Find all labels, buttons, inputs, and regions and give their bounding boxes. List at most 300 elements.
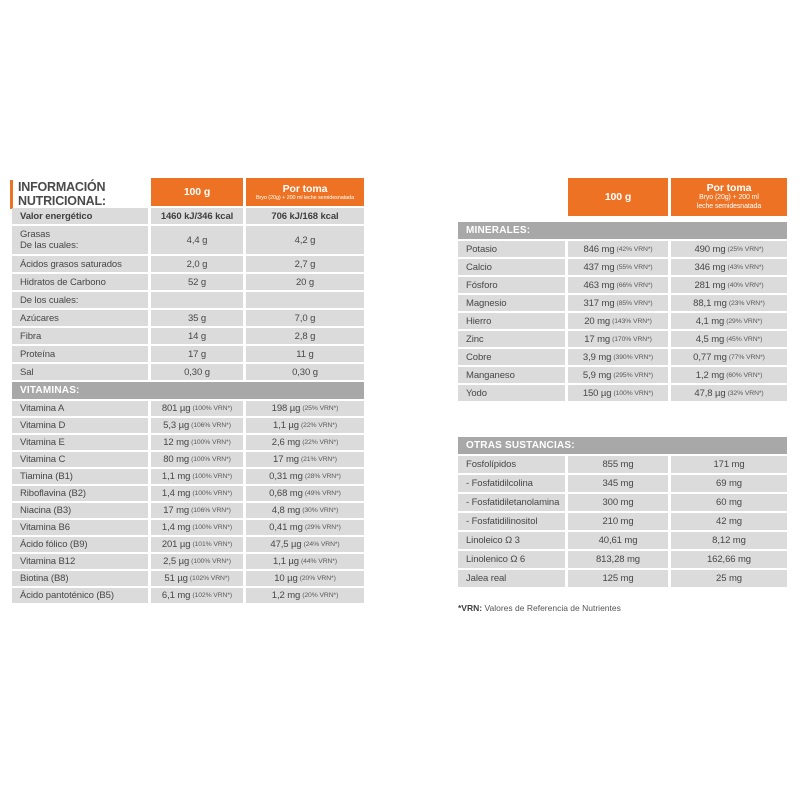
value-cell-100g — [568, 494, 668, 511]
right-header-row — [458, 178, 787, 216]
vrn-percentage: (100% VRN*) — [191, 558, 231, 565]
value-cell-100g — [568, 349, 668, 365]
value-100g: 3,9 mg — [582, 351, 612, 363]
vrn-percentage: (100% VRN*) — [192, 524, 233, 531]
row-label: Niacina (B3) — [20, 505, 72, 516]
table-row — [12, 571, 364, 586]
value-cell-100g — [151, 418, 243, 433]
row-label: Tiamina (B1) — [20, 471, 73, 482]
row-label-cell — [12, 256, 148, 272]
value-por-toma: 171 mg — [713, 459, 745, 470]
por-toma-subtitle-line2: leche semidesnatada — [696, 203, 762, 211]
value-100g: 5,9 mg — [582, 369, 612, 381]
row-label: Valor energético — [20, 210, 93, 222]
value-100g: 14 g — [187, 330, 207, 342]
value-por-toma: 10 µg — [274, 573, 298, 584]
column-header-100g-label: 100 g — [183, 185, 211, 198]
value-cell-por-toma — [246, 554, 364, 569]
row-label-cell — [12, 537, 148, 552]
value-por-toma: 0,41 mg — [269, 522, 303, 533]
value-por-toma: 0,77 mg — [693, 351, 727, 363]
row-label: Biotina (B8) — [20, 573, 69, 584]
value-cell-100g — [568, 331, 668, 347]
value-100g: 12 mg — [163, 437, 190, 448]
value-cell-100g — [568, 551, 668, 568]
vrn-percentage: (20% VRN*) — [302, 592, 339, 599]
row-label-cell — [12, 554, 148, 569]
value-por-toma: 0,68 mg — [269, 488, 303, 499]
table-row — [12, 469, 364, 484]
vrn-percentage: (100% VRN*) — [192, 405, 233, 412]
row-label-cell — [12, 364, 148, 380]
vrn-percentage: (29% VRN*) — [304, 524, 341, 531]
row-label: Vitamina B12 — [20, 556, 76, 567]
table-row — [458, 532, 787, 549]
row-label: Zinc — [466, 333, 484, 345]
value-100g: 35 g — [187, 312, 207, 324]
left-header-row — [12, 178, 364, 209]
value-100g: 437 mg — [583, 261, 615, 273]
por-toma-subtitle-line1: Bryo (20g) + 200 ml — [699, 194, 759, 202]
row-label-cell — [458, 494, 565, 511]
table-row — [12, 588, 364, 603]
value-100g: 1,4 mg — [161, 488, 191, 499]
value-cell-100g — [568, 475, 668, 492]
value-100g: 317 mg — [583, 297, 615, 309]
table-row — [458, 295, 787, 311]
vrn-percentage: (100% VRN*) — [191, 439, 231, 446]
value-cell-100g — [568, 241, 668, 257]
value-cell-100g — [151, 208, 243, 224]
vrn-percentage: (77% VRN*) — [728, 353, 765, 361]
por-toma-subtitle: Bryo (20g) + 200 ml leche semidesnatada — [255, 194, 355, 201]
mineral-rows — [458, 241, 787, 401]
value-cell-por-toma — [671, 494, 787, 511]
value-100g: 345 mg — [602, 478, 634, 489]
row-label-cell — [12, 292, 148, 308]
value-cell-por-toma — [246, 256, 364, 272]
value-por-toma: 17 mg — [273, 454, 299, 465]
table-row — [12, 292, 364, 308]
value-cell-100g — [151, 486, 243, 501]
row-label: Hidratos de Carbono — [20, 276, 106, 288]
value-100g: 855 mg — [602, 459, 634, 470]
value-100g: 210 mg — [602, 516, 634, 527]
value-por-toma: 281 mg — [694, 279, 726, 291]
value-por-toma: 1,2 mg — [271, 590, 301, 601]
value-cell-por-toma — [246, 537, 364, 552]
table-row — [458, 313, 787, 329]
value-cell-por-toma — [246, 571, 364, 586]
vitamin-rows — [12, 401, 364, 603]
table-row — [458, 456, 787, 473]
value-cell-por-toma — [671, 295, 787, 311]
value-cell-100g — [568, 367, 668, 383]
vrn-percentage: (29% VRN*) — [726, 317, 763, 325]
value-por-toma: 47,5 µg — [270, 539, 302, 550]
value-cell-100g — [151, 256, 243, 272]
table-row — [458, 475, 787, 492]
value-100g: 6,1 mg — [161, 590, 191, 601]
row-label-cell — [458, 241, 565, 257]
value-por-toma: 4,8 mg — [271, 505, 301, 516]
value-por-toma: 42 mg — [716, 516, 742, 527]
value-cell-100g — [151, 310, 243, 326]
value-por-toma: 11 g — [296, 348, 314, 360]
row-label-cell — [458, 367, 565, 383]
value-100g: 1460 kJ/346 kcal — [160, 210, 234, 222]
value-por-toma: 4,1 mg — [695, 315, 725, 327]
row-label-cell — [458, 551, 565, 568]
table-row — [12, 503, 364, 518]
vrn-percentage: (106% VRN*) — [191, 422, 231, 429]
table-row — [458, 513, 787, 530]
table-row — [12, 346, 364, 362]
row-label: Manganeso — [466, 369, 515, 381]
row-label-cell — [458, 532, 565, 549]
table-row — [458, 241, 787, 257]
nutrition-table-right — [458, 178, 787, 613]
table-row — [12, 486, 364, 501]
row-label: Calcio — [466, 261, 492, 273]
row-label-cell — [12, 486, 148, 501]
value-por-toma: 1,2 mg — [695, 369, 725, 381]
row-label: Linoleico Ω 3 — [466, 535, 520, 546]
value-por-toma: 706 kJ/168 kcal — [271, 210, 339, 222]
page-title-line2: NUTRICIONAL: — [18, 194, 106, 209]
value-cell-100g — [151, 520, 243, 535]
value-por-toma: 0,30 g — [292, 366, 318, 378]
row-label: Sal — [20, 366, 34, 378]
column-header-100g — [568, 178, 668, 216]
value-cell-100g — [151, 588, 243, 603]
column-header-100g — [151, 178, 243, 206]
value-cell-por-toma — [671, 475, 787, 492]
vrn-percentage: (170% VRN*) — [612, 335, 652, 343]
value-100g: 51 µg — [164, 573, 188, 584]
value-cell-por-toma — [246, 588, 364, 603]
row-label: Yodo — [466, 387, 487, 399]
value-cell-por-toma — [246, 346, 364, 362]
macronutrient-rows — [12, 226, 364, 380]
table-row — [458, 570, 787, 587]
value-cell-por-toma — [671, 456, 787, 473]
vrn-footnote — [458, 603, 787, 613]
row-label: Grasas — [20, 229, 51, 240]
minerals-section-header: MINERALES: — [458, 222, 787, 239]
row-label: Vitamina E — [20, 437, 65, 448]
value-cell-100g — [568, 570, 668, 587]
table-row — [12, 554, 364, 569]
row-label: Ácido pantoténico (B5) — [20, 590, 114, 601]
column-header-por-toma — [246, 178, 364, 206]
row-label: - Fosfatidilcolina — [466, 478, 533, 489]
row-label: Hierro — [466, 315, 492, 327]
value-cell-por-toma — [246, 418, 364, 433]
row-label: Linolenico Ω 6 — [466, 554, 526, 565]
vrn-percentage: (25% VRN*) — [302, 405, 339, 412]
value-cell-100g — [568, 456, 668, 473]
row-label-cell — [458, 475, 565, 492]
value-por-toma: 88,1 mg — [693, 297, 727, 309]
value-100g: 813,28 mg — [596, 554, 640, 565]
vrn-percentage: (49% VRN*) — [304, 490, 341, 497]
value-cell-100g — [151, 571, 243, 586]
row-label: Ácido fólico (B9) — [20, 539, 88, 550]
vrn-percentage: (60% VRN*) — [726, 371, 763, 379]
row-label-cell — [12, 503, 148, 518]
vrn-percentage: (102% VRN*) — [189, 575, 230, 582]
row-label: Vitamina A — [20, 403, 65, 414]
vrn-percentage: (100% VRN*) — [192, 473, 233, 480]
value-por-toma: 4,2 g — [294, 234, 316, 246]
table-row — [12, 328, 364, 344]
value-por-toma: 69 mg — [716, 478, 742, 489]
value-100g: 17 mg — [163, 505, 190, 516]
vrn-percentage: (101% VRN*) — [192, 541, 233, 548]
table-row — [458, 349, 787, 365]
value-cell-por-toma — [246, 520, 364, 535]
value-100g: 17 g — [187, 348, 207, 360]
vrn-percentage: (85% VRN*) — [616, 299, 653, 307]
vrn-footnote-text: Valores de Referencia de Nutrientes — [484, 603, 621, 613]
row-label-cell — [12, 310, 148, 326]
value-100g: 300 mg — [602, 497, 634, 508]
table-row — [458, 331, 787, 347]
table-row — [12, 364, 364, 380]
table-row — [458, 367, 787, 383]
value-cell-100g — [151, 346, 243, 362]
value-cell-100g — [151, 452, 243, 467]
value-100g: 0,30 g — [184, 366, 210, 378]
value-cell-100g — [151, 537, 243, 552]
value-por-toma: 162,66 mg — [707, 554, 751, 565]
vrn-percentage: (43% VRN*) — [727, 263, 764, 271]
value-por-toma: 7,0 g — [294, 312, 316, 324]
value-cell-por-toma — [246, 401, 364, 416]
value-cell-por-toma — [246, 364, 364, 380]
value-cell-por-toma — [246, 486, 364, 501]
vrn-percentage: (45% VRN*) — [726, 335, 763, 343]
por-toma-title: Por toma — [282, 182, 328, 195]
row-label-cell — [458, 513, 565, 530]
value-cell-100g — [568, 385, 668, 401]
vrn-percentage: (295% VRN*) — [613, 371, 654, 379]
row-label-cell — [12, 328, 148, 344]
value-cell-por-toma — [671, 313, 787, 329]
value-cell-100g — [151, 469, 243, 484]
vrn-percentage: (25% VRN*) — [727, 245, 764, 253]
value-cell-por-toma — [671, 241, 787, 257]
value-100g: 150 µg — [582, 387, 612, 399]
value-100g: 1,1 mg — [161, 471, 191, 482]
row-label: Magnesio — [466, 297, 507, 309]
table-row — [12, 435, 364, 450]
table-row — [12, 401, 364, 416]
row-label-cell — [458, 570, 565, 587]
value-cell-100g — [568, 513, 668, 530]
value-100g: 20 mg — [584, 315, 611, 327]
value-cell-por-toma — [246, 452, 364, 467]
value-cell-100g — [151, 274, 243, 290]
page-title-line1: INFORMACIÓN — [18, 180, 106, 194]
column-header-100g-label: 100 g — [604, 190, 632, 203]
row-sublabel: De las cuales: — [20, 240, 79, 251]
value-cell-por-toma — [671, 367, 787, 383]
row-label: Vitamina C — [20, 454, 66, 465]
table-row — [12, 418, 364, 433]
row-label: Riboflavina (B2) — [20, 488, 86, 499]
value-cell-por-toma — [246, 328, 364, 344]
value-cell-100g — [151, 364, 243, 380]
value-cell-100g — [151, 292, 243, 308]
row-label-cell — [458, 277, 565, 293]
value-cell-100g — [568, 532, 668, 549]
table-row — [12, 310, 364, 326]
value-cell-por-toma — [246, 208, 364, 224]
value-100g: 125 mg — [602, 573, 634, 584]
value-100g: 1,4 mg — [161, 522, 191, 533]
row-label-cell — [12, 401, 148, 416]
vrn-percentage: (40% VRN*) — [727, 281, 764, 289]
vrn-percentage: (100% VRN*) — [191, 456, 231, 463]
vrn-footnote-abbr: *VRN: — [458, 603, 483, 613]
row-label-cell — [458, 456, 565, 473]
row-label-cell — [458, 313, 565, 329]
vrn-percentage: (24% VRN*) — [303, 541, 340, 548]
row-label-cell — [458, 295, 565, 311]
row-label: Proteína — [20, 348, 56, 360]
row-label: De los cuales: — [20, 294, 79, 306]
table-row — [458, 551, 787, 568]
vrn-percentage: (100% VRN*) — [192, 490, 233, 497]
value-100g: 846 mg — [583, 243, 615, 255]
value-cell-por-toma — [671, 570, 787, 587]
value-por-toma: 1,1 µg — [272, 420, 299, 431]
vrn-percentage: (30% VRN*) — [302, 507, 339, 514]
value-cell-100g — [151, 226, 243, 254]
value-por-toma: 4,5 mg — [695, 333, 725, 345]
other-substances-section-header: OTRAS SUSTANCIAS: — [458, 437, 787, 454]
value-100g: 2,0 g — [186, 258, 208, 270]
vrn-percentage: (390% VRN*) — [613, 353, 654, 361]
row-label-cell — [12, 520, 148, 535]
vrn-percentage: (20% VRN*) — [299, 575, 336, 582]
value-cell-por-toma — [671, 385, 787, 401]
row-label-cell — [12, 469, 148, 484]
row-label-cell — [12, 274, 148, 290]
value-cell-por-toma — [246, 435, 364, 450]
energy-row — [12, 208, 364, 224]
value-cell-por-toma — [671, 331, 787, 347]
value-cell-por-toma — [246, 503, 364, 518]
value-cell-por-toma — [671, 551, 787, 568]
value-100g: 201 µg — [161, 539, 191, 550]
vrn-percentage: (66% VRN*) — [616, 281, 653, 289]
row-label: Potasio — [466, 243, 497, 255]
table-row — [12, 226, 364, 254]
value-cell-100g — [151, 328, 243, 344]
table-row — [458, 385, 787, 401]
vrn-percentage: (106% VRN*) — [191, 507, 231, 514]
row-label-cell — [12, 226, 148, 254]
row-label-cell — [12, 452, 148, 467]
row-label: - Fosfatidilinositol — [466, 516, 538, 527]
value-cell-100g — [151, 554, 243, 569]
vrn-percentage: (42% VRN*) — [616, 245, 653, 253]
header-spacer — [458, 178, 565, 216]
value-100g: 4,4 g — [186, 234, 208, 246]
value-cell-100g — [568, 313, 668, 329]
nutrition-table-left — [12, 178, 364, 603]
value-cell-por-toma — [671, 349, 787, 365]
vrn-percentage: (143% VRN*) — [612, 317, 652, 325]
value-cell-por-toma — [671, 532, 787, 549]
row-label: Ácidos grasos saturados — [20, 258, 122, 270]
value-100g: 801 µg — [161, 403, 191, 414]
row-label: Fosfolípidos — [466, 459, 517, 470]
table-row — [458, 259, 787, 275]
value-cell-100g — [568, 277, 668, 293]
value-100g: 463 mg — [583, 279, 615, 291]
table-row — [458, 277, 787, 293]
column-header-por-toma — [671, 178, 787, 216]
row-label-cell — [458, 385, 565, 401]
row-label-cell — [12, 346, 148, 362]
row-label: Jalea real — [466, 573, 507, 584]
table-row — [12, 520, 364, 535]
row-label: Cobre — [466, 351, 492, 363]
value-cell-100g — [151, 401, 243, 416]
value-cell-por-toma — [246, 274, 364, 290]
value-100g: 17 mg — [584, 333, 611, 345]
value-por-toma: 0,31 mg — [269, 471, 303, 482]
row-label-cell — [12, 588, 148, 603]
table-row — [12, 256, 364, 272]
vrn-percentage: (23% VRN*) — [728, 299, 765, 307]
value-por-toma: 2,6 mg — [271, 437, 301, 448]
row-label-cell — [12, 571, 148, 586]
vrn-percentage: (55% VRN*) — [616, 263, 653, 271]
table-row — [458, 494, 787, 511]
row-label-cell — [458, 331, 565, 347]
row-label-cell — [12, 418, 148, 433]
value-cell-100g — [151, 503, 243, 518]
value-por-toma: 25 mg — [716, 573, 742, 584]
vrn-percentage: (32% VRN*) — [727, 389, 764, 397]
table-row — [12, 537, 364, 552]
value-cell-100g — [568, 259, 668, 275]
row-label: Fósforo — [466, 279, 498, 291]
row-label-cell — [458, 259, 565, 275]
vrn-percentage: (102% VRN*) — [192, 592, 233, 599]
value-por-toma: 1,1 µg — [272, 556, 299, 567]
value-cell-por-toma — [671, 513, 787, 530]
value-100g: 5,3 µg — [163, 420, 190, 431]
value-por-toma: 2,8 g — [294, 330, 316, 342]
table-row — [12, 274, 364, 290]
vrn-percentage: (21% VRN*) — [300, 456, 337, 463]
vrn-percentage: (100% VRN*) — [613, 389, 654, 397]
value-cell-por-toma — [246, 310, 364, 326]
value-100g: 2,5 µg — [163, 556, 190, 567]
value-por-toma: 2,7 g — [294, 258, 316, 270]
por-toma-title: Por toma — [706, 182, 752, 195]
header-spacer — [12, 178, 148, 209]
row-label: Vitamina D — [20, 420, 66, 431]
row-label: - Fosfatidiletanolamina — [466, 497, 560, 508]
value-por-toma: 20 g — [295, 276, 315, 288]
